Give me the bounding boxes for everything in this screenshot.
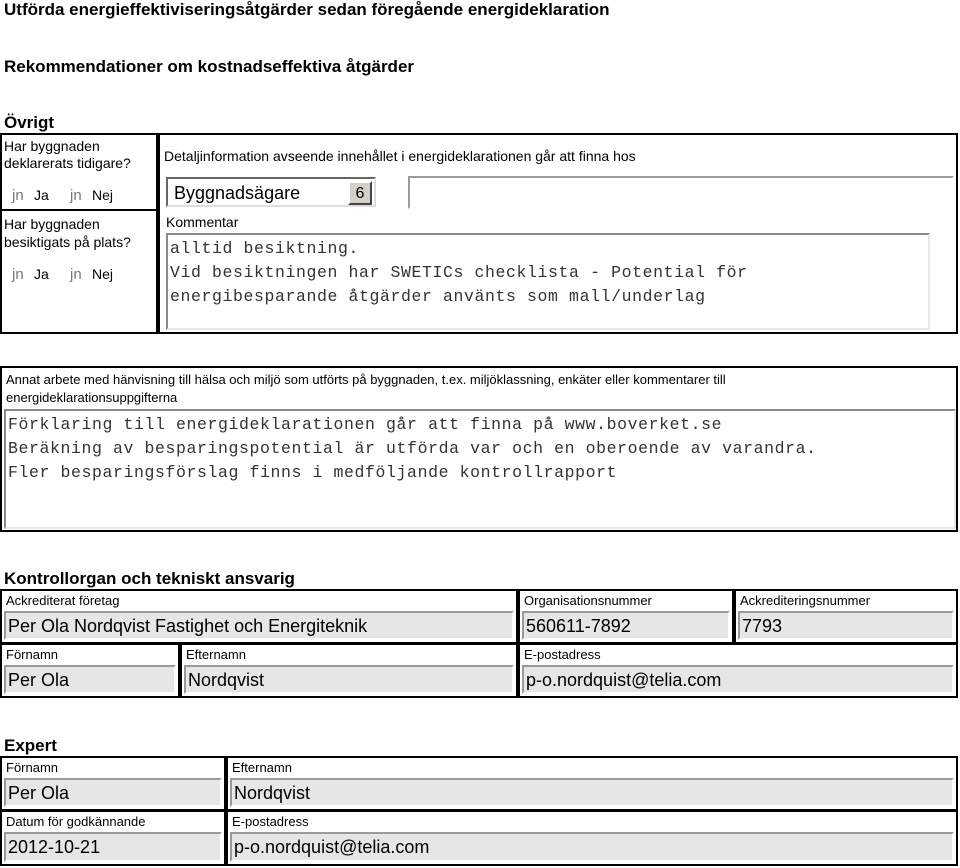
q2-label-line1: Har byggnaden bbox=[4, 216, 100, 232]
kontroll-efternamn-field[interactable] bbox=[184, 665, 514, 694]
expert-datum-cell bbox=[0, 810, 226, 866]
radio-button-icon: jn bbox=[70, 266, 82, 283]
expert-epost-field[interactable] bbox=[230, 832, 954, 862]
organisationsnummer-label: Organisationsnummer bbox=[524, 593, 652, 608]
expert-fornamn-label: Förnamn bbox=[6, 760, 59, 775]
kontroll-epost-label: E-postadress bbox=[524, 647, 601, 662]
q2-radio-no[interactable]: jn Nej bbox=[70, 266, 114, 283]
kontroll-fornamn-label: Förnamn bbox=[6, 647, 59, 662]
ackrediterat-foretag-field[interactable] bbox=[4, 611, 514, 640]
expert-fornamn-cell bbox=[0, 756, 226, 811]
expert-epost-cell bbox=[226, 810, 958, 866]
ackrediteringsnummer-value: 7793 bbox=[742, 616, 783, 636]
q1-radio-yes[interactable]: jn Ja bbox=[12, 187, 49, 204]
comment-line2: Vid besiktningen har SWETICs checklista - Potential för bbox=[170, 263, 748, 282]
q2-radio-yes[interactable]: jn Ja bbox=[12, 266, 49, 283]
detail-select[interactable] bbox=[166, 177, 376, 207]
kontroll-epost-cell bbox=[518, 643, 958, 698]
heading-rekommendationer: Rekommendationer om kostnadseffektiva åtgärder bbox=[4, 57, 415, 76]
annat-label-line2: energideklarationsuppgifterna bbox=[6, 390, 178, 405]
ackrediterat-foretag-value: Per Ola Nordqvist Fastighet och Energiteknik bbox=[8, 616, 368, 636]
kontroll-efternamn-value: Nordqvist bbox=[188, 670, 265, 690]
kontroll-epost-field[interactable] bbox=[522, 665, 954, 694]
kontroll-fornamn-value: Per Ola bbox=[8, 670, 70, 690]
radio-button-icon: jn bbox=[12, 266, 24, 283]
kontroll-epost-value: p-o.nordquist@telia.com bbox=[526, 670, 722, 690]
expert-datum-field[interactable] bbox=[4, 832, 222, 862]
ackrediteringsnummer-label: Ackrediteringsnummer bbox=[740, 593, 871, 608]
heading-expert: Expert bbox=[4, 736, 57, 755]
annat-label-line1: Annat arbete med hänvisning till hälsa och miljö som utförts på byggnaden, t.ex. miljöklassning, enkäter eller kommentarer till bbox=[6, 372, 726, 387]
heading-utforda-atgarder: Utförda energieffektiviseringsåtgärder sedan föregående energideklaration bbox=[4, 0, 610, 19]
expert-fornamn-value: Per Ola bbox=[8, 783, 70, 803]
expert-epost-value: p-o.nordquist@telia.com bbox=[234, 837, 430, 857]
radio-button-icon: jn bbox=[12, 187, 24, 204]
ackrediterat-foretag-label: Ackrediterat företag bbox=[6, 593, 120, 608]
expert-efternamn-cell bbox=[226, 756, 958, 811]
ackrediterat-foretag-cell bbox=[0, 589, 518, 644]
organisationsnummer-value: 560611-7892 bbox=[526, 616, 631, 636]
detail-label: Detaljinformation avseende innehållet i energideklarationen går att finna hos bbox=[164, 148, 636, 164]
expert-efternamn-label: Efternamn bbox=[232, 760, 292, 775]
ovrigt-detail-panel bbox=[158, 133, 958, 334]
kontroll-efternamn-label: Efternamn bbox=[186, 647, 246, 662]
divider bbox=[2, 209, 156, 211]
expert-epost-label: E-postadress bbox=[232, 814, 309, 829]
annat-text-line1: Förklaring till energideklarationen går att finna på www.boverket.se bbox=[8, 415, 723, 434]
q1-radio-no[interactable]: jn Nej bbox=[70, 187, 114, 204]
organisationsnummer-field[interactable] bbox=[522, 611, 730, 640]
comment-line1: alltid besiktning. bbox=[170, 239, 360, 258]
ovrigt-questions-panel bbox=[0, 133, 158, 334]
annat-text-line3: Fler besparingsförslag finns i medföljande kontrollrapport bbox=[8, 463, 618, 482]
annat-arbete-panel bbox=[0, 366, 958, 532]
kontroll-efternamn-cell bbox=[180, 643, 518, 698]
expert-fornamn-field[interactable] bbox=[4, 778, 222, 807]
expert-datum-value: 2012-10-21 bbox=[8, 837, 101, 857]
expert-datum-label: Datum för godkännande bbox=[6, 814, 146, 829]
kontroll-fornamn-cell bbox=[0, 643, 180, 698]
ackrediteringsnummer-cell bbox=[734, 589, 958, 644]
ackrediteringsnummer-field[interactable] bbox=[738, 611, 954, 640]
kontroll-fornamn-field[interactable] bbox=[4, 665, 176, 694]
q1-label-line2: deklarerats tidigare? bbox=[4, 155, 131, 171]
heading-kontrollorgan: Kontrollorgan och tekniskt ansvarig bbox=[4, 569, 295, 588]
q1-label-line1: Har byggnaden bbox=[4, 138, 100, 154]
organisationsnummer-cell bbox=[518, 589, 734, 644]
radio-button-icon: jn bbox=[70, 187, 82, 204]
expert-efternamn-field[interactable] bbox=[230, 778, 954, 807]
annat-textarea[interactable] bbox=[4, 409, 956, 529]
comment-textarea[interactable] bbox=[166, 233, 930, 330]
select-value: Byggnadsägare bbox=[174, 183, 301, 203]
detail-other-field[interactable] bbox=[408, 176, 954, 209]
annat-text-line2: Beräkning av besparingspotential är utförda var och en oberoende av varandra. bbox=[8, 439, 817, 458]
comment-line3: energibesparande åtgärder använts som mall/underlag bbox=[170, 287, 706, 306]
q2-label-line2: besiktigats på plats? bbox=[4, 234, 131, 250]
comment-label: Kommentar bbox=[166, 214, 239, 230]
heading-ovrigt: Övrigt bbox=[4, 113, 55, 132]
select-dropdown-button[interactable]: 6 bbox=[348, 181, 372, 205]
expert-efternamn-value: Nordqvist bbox=[234, 783, 311, 803]
